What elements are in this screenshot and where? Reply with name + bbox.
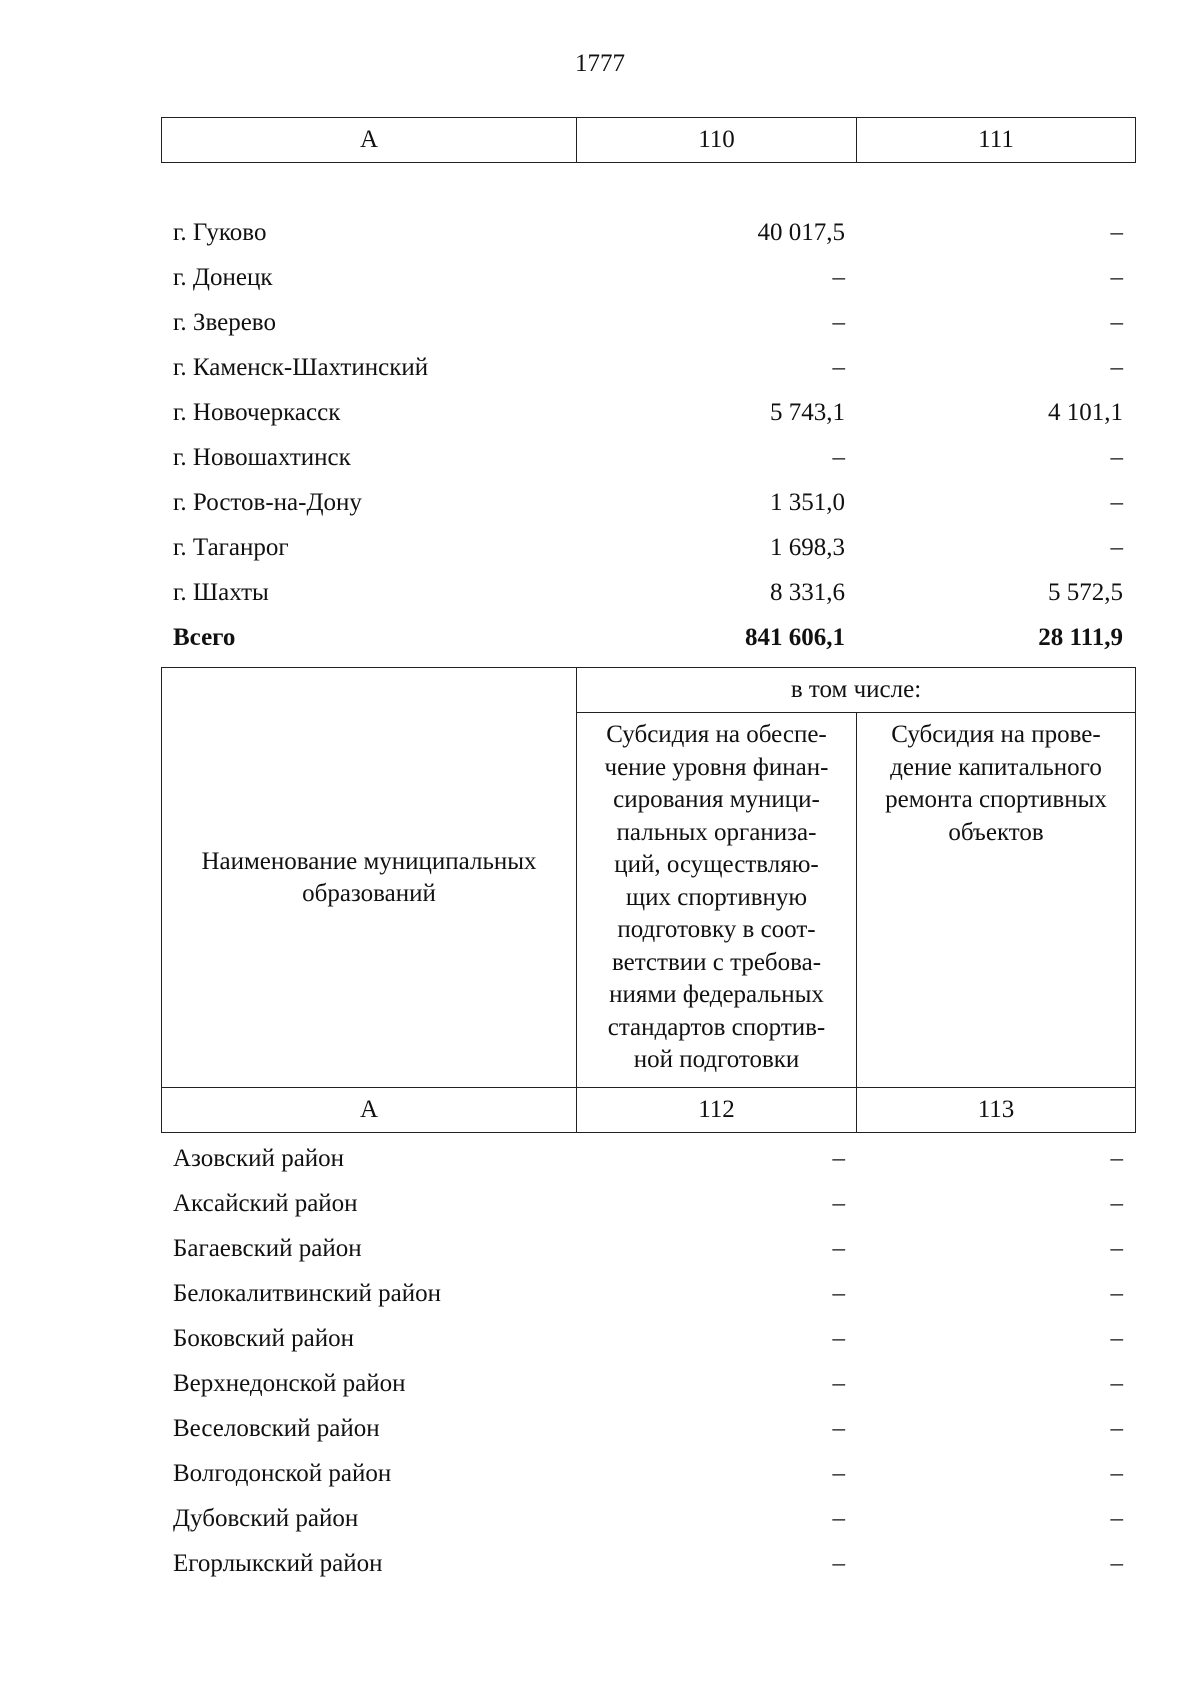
column-code-row <box>162 1088 1136 1133</box>
total-value-111: 28 111,9 <box>1038 623 1123 651</box>
row-value-110: 8 331,6 <box>770 578 845 606</box>
table-row <box>161 435 1135 480</box>
row-value-110: 1 351,0 <box>770 488 845 516</box>
row-name: г. Новочеркасск <box>173 398 341 426</box>
row-name: Волгодонской район <box>173 1459 392 1487</box>
row-value-110: – <box>832 443 845 471</box>
total-value-110: 841 606,1 <box>745 623 845 651</box>
column-header-subsidy-financing: Субсидия на обеспе- чение уровня финан- сирования муници- пальных организа- ций, осуществляю- щих спортивную подготовку в соот- ветствии с требова- ниями федеральных стандартов спортив- ной подготовки <box>577 713 857 1088</box>
row-value-112: – <box>832 1414 845 1442</box>
table-row <box>161 480 1135 525</box>
row-name: г. Донецк <box>173 263 273 291</box>
row-value-112: – <box>832 1369 845 1397</box>
row-name: г. Каменск-Шахтинский <box>173 353 429 381</box>
table-total-row <box>161 615 1135 660</box>
table1-body <box>161 210 1135 660</box>
row-value-112: – <box>832 1549 845 1577</box>
table-row <box>161 1496 1135 1541</box>
table-row <box>161 390 1135 435</box>
row-value-113: – <box>1110 1369 1123 1397</box>
row-value-112: – <box>832 1234 845 1262</box>
table-row <box>161 255 1135 300</box>
column-header-subsidy-repair: Субсидия на прове- дение капитального ремонта спортивных объектов <box>857 713 1136 1088</box>
table-header-main <box>161 667 1136 1133</box>
row-value-111: – <box>1110 263 1123 291</box>
row-value-112: – <box>832 1324 845 1352</box>
table-row <box>161 1541 1135 1586</box>
table2-body <box>161 1136 1135 1586</box>
table-row <box>161 1406 1135 1451</box>
row-value-113: – <box>1110 1504 1123 1532</box>
row-value-112: – <box>832 1144 845 1172</box>
row-value-113: – <box>1110 1324 1123 1352</box>
row-value-113: – <box>1110 1234 1123 1262</box>
row-value-110: 1 698,3 <box>770 533 845 561</box>
row-name: Белокалитвинский район <box>173 1279 441 1307</box>
row-value-113: – <box>1110 1189 1123 1217</box>
row-value-113: – <box>1110 1279 1123 1307</box>
column-header-municipality: Наименование муниципальных образований <box>162 668 577 1088</box>
table-row <box>161 525 1135 570</box>
row-value-113: – <box>1110 1144 1123 1172</box>
row-name: г. Новошахтинск <box>173 443 351 471</box>
row-value-112: – <box>832 1504 845 1532</box>
row-name: Веселовский район <box>173 1414 380 1442</box>
table-row <box>161 570 1135 615</box>
table-header-top <box>161 117 1136 163</box>
row-name: Верхнедонской район <box>173 1369 406 1397</box>
row-value-113: – <box>1110 1459 1123 1487</box>
column-code-110: 110 <box>577 118 857 163</box>
row-value-110: – <box>832 353 845 381</box>
row-value-111: 5 572,5 <box>1048 578 1123 606</box>
row-value-111: – <box>1110 218 1123 246</box>
row-value-111: – <box>1110 308 1123 336</box>
column-code-a: А <box>162 1088 577 1133</box>
row-name: г. Шахты <box>173 578 269 606</box>
table-row <box>161 1136 1135 1181</box>
table-row <box>161 1316 1135 1361</box>
table-row <box>161 210 1135 255</box>
table-row <box>161 1226 1135 1271</box>
row-name: Боковский район <box>173 1324 354 1352</box>
row-value-111: – <box>1110 488 1123 516</box>
row-name: г. Ростов-на-Дону <box>173 488 362 516</box>
row-name: г. Зверево <box>173 308 276 336</box>
column-code-row <box>162 118 1136 163</box>
page-number: 1777 <box>575 50 625 77</box>
row-name: Егорлыкский район <box>173 1549 383 1577</box>
row-value-110: – <box>832 263 845 291</box>
row-value-111: – <box>1110 353 1123 381</box>
table-row <box>161 345 1135 390</box>
column-code-113: 113 <box>857 1088 1136 1133</box>
row-name: Азовский район <box>173 1144 345 1172</box>
column-code-a: А <box>162 118 577 163</box>
table-row <box>161 300 1135 345</box>
table-row <box>161 1181 1135 1226</box>
row-value-112: – <box>832 1279 845 1307</box>
column-code-111: 111 <box>857 118 1136 163</box>
row-name: Багаевский район <box>173 1234 362 1262</box>
column-code-112: 112 <box>577 1088 857 1133</box>
row-value-113: – <box>1110 1414 1123 1442</box>
row-name: Аксайский район <box>173 1189 358 1217</box>
row-value-111: 4 101,1 <box>1048 398 1123 426</box>
total-label: Всего <box>173 623 236 651</box>
row-value-110: 5 743,1 <box>770 398 845 426</box>
table-row <box>161 1451 1135 1496</box>
column-header-including: в том числе: <box>577 668 1136 713</box>
row-value-110: 40 017,5 <box>757 218 845 246</box>
row-name: г. Таганрог <box>173 533 289 561</box>
table-row <box>161 1361 1135 1406</box>
row-value-113: – <box>1110 1549 1123 1577</box>
row-value-111: – <box>1110 533 1123 561</box>
table-row <box>161 1271 1135 1316</box>
row-value-112: – <box>832 1189 845 1217</box>
row-name: г. Гуково <box>173 218 267 246</box>
row-name: Дубовский район <box>173 1504 359 1532</box>
row-value-112: – <box>832 1459 845 1487</box>
row-value-111: – <box>1110 443 1123 471</box>
row-value-110: – <box>832 308 845 336</box>
